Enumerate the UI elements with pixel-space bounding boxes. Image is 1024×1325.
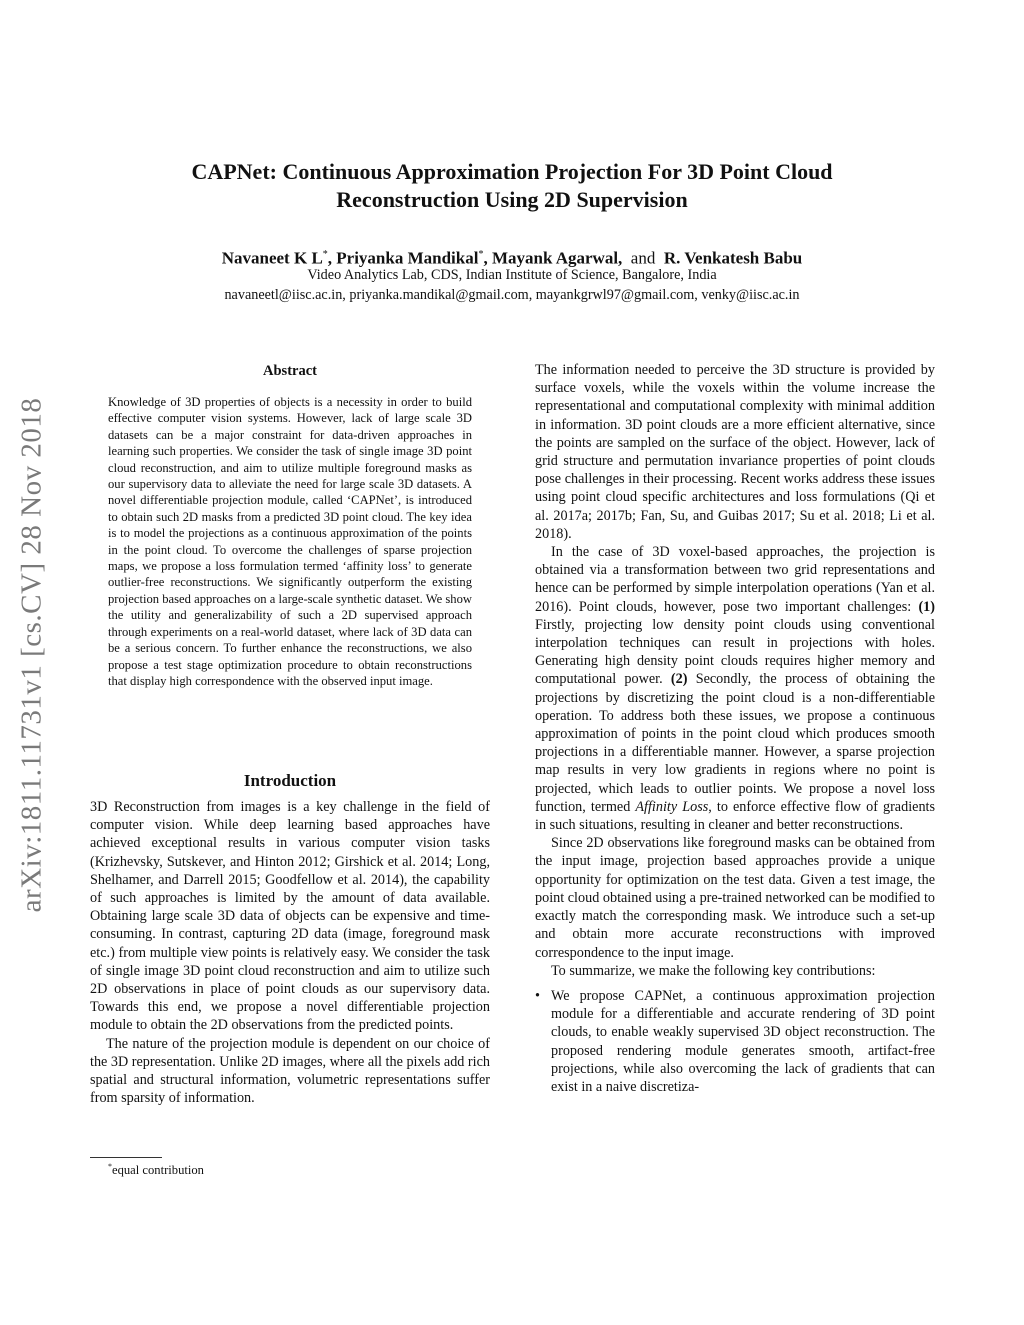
challenge-1-label: (1)	[918, 598, 935, 615]
right-paragraph-3: Since 2D observations like foreground masks can be obtained from the input image, projection based approaches provide a unique opportunity for optimization on the test data. Given a test image, the point cloud obtained using a pre-trained networked can be modified to exactly match the corresponding mask. We introduce such a set-up and obtain more accurate reconstructions with improved correspondence to the input image.	[535, 835, 935, 961]
left-column	[90, 798, 490, 1107]
author-2: Priyanka Mandikal	[336, 248, 479, 268]
intro-paragraph-1: 3D Reconstruction from images is a key challenge in the field of computer vision. While deep learning based approaches have achieved exceptional results in various computer vision tasks (Krizhevsky, Sutskever, and Hinton 2012; Girshick et al. 2014; Long, Shelhamer, and Darrell 2015; Goodfellow et al. 2014), the capability of such approaches is limited by the amount of data available. Obtaining large scale 3D data of objects can be expensive and time-consuming. In contrast, capturing 2D data (image, foreground mask etc.) from multiple view points is relatively easy. We consider the task of single image 3D point cloud reconstruction and aim to utilize such 2D observations in place of point clouds as our supervisory data. Towards this end, we propose a novel differentiable projection module to obtain the 2D observations from the predicted points.	[90, 799, 490, 1034]
author-list: Navaneet K L*, Priyanka Mandikal*, Mayank Agarwal, and R. Venkatesh Babu	[221, 248, 803, 268]
right-paragraph-4: To summarize, we make the following key contributions:	[551, 962, 876, 979]
author-and: and	[630, 248, 656, 268]
author-4: R. Venkatesh Babu	[663, 248, 803, 268]
footnote-rule	[90, 1157, 162, 1158]
title-line-2: Reconstruction Using 2D Supervision	[336, 187, 688, 212]
paper-title	[0, 158, 1024, 214]
right-paragraph-2: In the case of 3D voxel-based approaches, the projection is obtained via a transformation between two grid representations and hence can be performed by simple interpolation operations (Yan et al. 2016). Point clouds, however, pose two important challenges: (1) Firstly, projecting low density point clouds using conventional interpolation techniques can result in projections with holes. Generating high density point clouds requires higher memory and computational power. (2) Secondly, the process of obtaining the projections by discretizing the point cloud is a non-differentiable operation. To address both these issues, we propose a continuous approximation of points in the point cloud which produces smooth projections in a differentiable manner. However, a sparse projection map results in very low gradients in regions where no point is projected, which leads to outlier points. We propose a novel loss function, termed Affinity Loss, to enforce effective flow of gradients in such situations, resulting in cleaner and better reconstructions.	[535, 544, 935, 834]
footnote-mark: *	[108, 1162, 112, 1171]
right-paragraph-1: The information needed to perceive the 3D structure is provided by surface voxels, while the voxels within the volume increase the representational and computational complexity with minimal addition in information. 3D point clouds are a more efficient alternative, since the points are sampled on the surface of the object. However, lack of grid structure and permutation invariance properties of point clouds pose challenges in their processing. Recent works address these issues using point cloud specific architectures and loss formulations (Qi et al. 2017a; 2017b; Fan, Su, and Guibas 2017; Su et al. 2018; Li et al. 2018).	[535, 362, 935, 542]
right-column	[535, 361, 935, 1096]
contribution-item-1: • We propose CAPNet, a continuous approximation projection module for a differentiable and accurate rendering of 3D point clouds, to enable weakly supervised 3D object reconstruction. The proposed rendering module generates smooth, artifact-free projections, while also overcoming the lack of gradients that can exist in a naive discretiza-	[551, 987, 935, 1096]
introduction-heading: Introduction	[243, 771, 337, 790]
author-1-mark: *	[322, 249, 328, 260]
title-line-1: CAPNet: Continuous Approximation Projection For 3D Point Cloud	[191, 159, 833, 184]
affinity-loss-term: Affinity Loss	[635, 798, 709, 815]
author-3: Mayank Agarwal,	[491, 248, 623, 268]
author-2-mark: *	[478, 249, 484, 260]
footnote-text: equal contribution	[112, 1163, 204, 1178]
intro-paragraph-2: The nature of the projection module is dependent on our choice of the 3D representation. Unlike 2D images, where all the pixels add rich spatial and structural information, volumetric representations suffer from sparsity of information.	[90, 1035, 490, 1107]
author-emails: navaneetl@iisc.ac.in, priyanka.mandikal@gmail.com, mayankgrwl97@gmail.com, venky@iisc.ac.in	[224, 287, 800, 303]
footnote	[108, 1162, 204, 1178]
challenge-2-label: (2)	[670, 671, 688, 688]
abstract-heading: Abstract	[263, 363, 317, 379]
affiliation: Video Analytics Lab, CDS, Indian Institute of Science, Bangalore, India	[307, 267, 717, 283]
author-1: Navaneet K L	[221, 248, 323, 268]
contribution-list	[535, 987, 935, 1096]
abstract-text: Knowledge of 3D properties of objects is a necessity in order to build effective computer vision systems. However, lack of large scale 3D datasets can be a major constraint for data-driven approaches in learning such properties. We consider the task of single image 3D point cloud reconstruction, and aim to utilize multiple foreground masks as our supervisory data to alleviate the need for large scale 3D datasets. A novel differentiable projection module, called ‘CAPNet’, is introduced to obtain such 2D masks from a predicted 3D point cloud. The key idea is to model the projections as a continuous approximation of the points in the point cloud. To overcome the challenges of sparse projection maps, we propose a loss formulation termed ‘affinity loss’ to generate outlier-free reconstructions. We significantly outperform the existing projection based approaches on a large-scale synthetic dataset. We show the utility and generalizability of such a 2D supervised approach through experiments on a real-world dataset, where lack of 3D data can be a serious concern. To further enhance the reconstructions, we also propose a test stage optimization procedure to obtain reconstructions that display high correspondence with the observed input image.	[108, 395, 472, 688]
arxiv-identifier: arXiv:1811.11731v1 [cs.CV] 28 Nov 2018	[15, 397, 48, 913]
arxiv-sidebar	[12, 360, 52, 950]
